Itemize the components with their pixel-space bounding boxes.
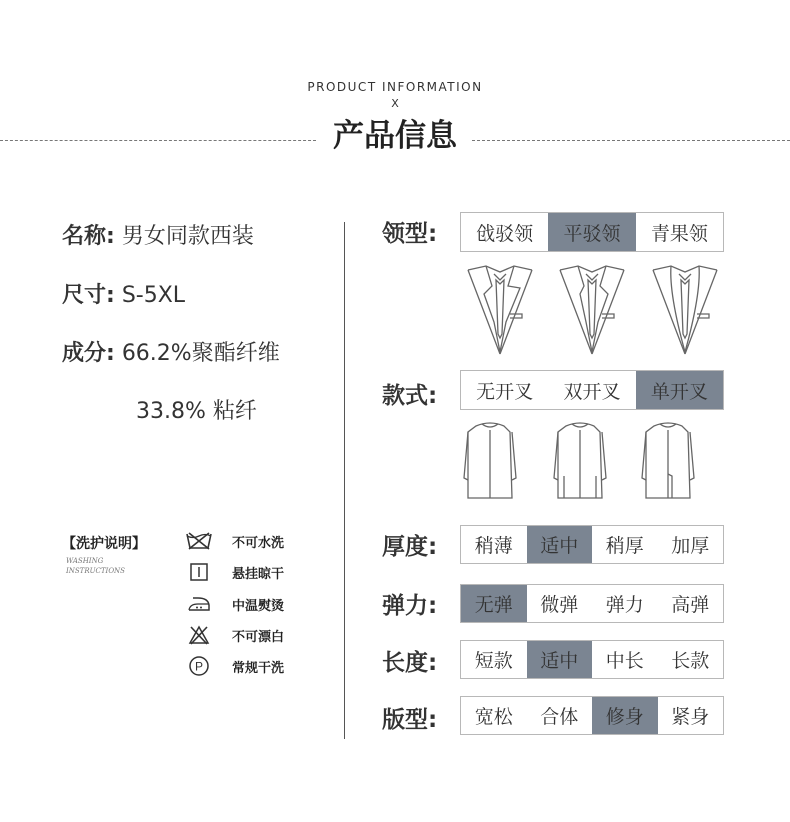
fit-option-slim: 修身 <box>592 697 658 734</box>
elasticity-option-stretch: 弹力 <box>605 594 644 616</box>
no-bleach-icon <box>185 624 213 646</box>
no-water-wash-icon <box>185 530 213 552</box>
svg-text:P: P <box>194 659 204 674</box>
length-option-mid-long: 中长 <box>605 650 644 672</box>
fit-option-regular: 合体 <box>540 706 579 728</box>
length-option-short: 短款 <box>474 650 513 672</box>
washing-title: 【洗护说明】 <box>62 536 146 552</box>
elasticity-label: 弹力: <box>382 593 438 619</box>
single-vent-illustration <box>642 423 694 498</box>
fit-option-loose: 宽松 <box>474 706 513 728</box>
collar-option-notch: 平驳领 <box>548 213 635 251</box>
length-options <box>460 640 724 679</box>
care-item-hang-dry: 悬挂晾干 <box>185 561 284 583</box>
fit-options <box>460 696 724 735</box>
dry-clean-icon <box>185 655 213 677</box>
fit-option-tight: 紧身 <box>671 706 710 728</box>
thickness-option-medium: 适中 <box>527 526 593 563</box>
medium-iron-icon <box>185 593 213 615</box>
vent-option-none: 无开叉 <box>476 380 534 403</box>
length-label: 长度: <box>382 650 438 676</box>
hang-dry-icon <box>185 561 213 583</box>
thickness-label: 厚度: <box>382 534 438 560</box>
elasticity-options <box>460 584 724 623</box>
thickness-options <box>460 525 724 564</box>
length-option-medium: 适中 <box>527 641 593 678</box>
header-divider-right <box>472 140 790 141</box>
peak-lapel-illustration <box>468 266 532 354</box>
header-subtitle-en: PRODUCT INFORMATION <box>307 80 483 94</box>
care-item-medium-iron: 中温熨烫 <box>185 593 284 615</box>
size-label: 尺寸: <box>62 283 115 308</box>
thickness-option-thick: 稍厚 <box>605 535 644 557</box>
vent-label: 款式: <box>382 383 438 409</box>
header-title: 产品信息 <box>333 118 457 154</box>
vent-option-double: 双开叉 <box>563 380 621 403</box>
size-value: S-5XL <box>121 283 186 308</box>
collar-illustrations <box>462 264 726 356</box>
length-option-long: 长款 <box>671 650 710 672</box>
elasticity-option-high: 高弹 <box>671 594 710 616</box>
header-divider-left <box>0 140 316 141</box>
care-item-no-wash: 不可水洗 <box>185 530 284 552</box>
composition-line2: 33.8% 粘纤 <box>136 399 257 424</box>
name-label: 名称: <box>62 224 115 249</box>
size-row <box>62 278 185 309</box>
collar-label: 领型: <box>382 221 438 247</box>
name-value: 男女同款西装 <box>121 224 254 249</box>
column-divider <box>344 222 345 739</box>
fit-label: 版型: <box>382 707 438 733</box>
shawl-lapel-illustration <box>653 266 717 354</box>
vent-option-single: 单开叉 <box>636 371 723 409</box>
collar-options <box>460 212 724 252</box>
care-item-dry-clean: P 常规干洗 <box>185 655 284 677</box>
notch-lapel-illustration <box>560 266 624 354</box>
header-x-mark: X <box>391 97 399 110</box>
no-vent-illustration <box>464 423 516 498</box>
care-item-no-bleach: 不可漂白 <box>185 624 284 646</box>
name-row <box>62 219 254 250</box>
thickness-option-extra-thick: 加厚 <box>671 535 710 557</box>
collar-option-peak: 戗驳领 <box>476 222 534 245</box>
elasticity-option-none: 无弹 <box>461 585 527 622</box>
double-vent-illustration <box>554 423 606 498</box>
washing-subtitle: WASHING INSTRUCTIONS <box>66 557 125 575</box>
composition-label: 成分: <box>62 341 115 366</box>
composition-line1: 66.2%聚酯纤维 <box>121 341 280 366</box>
collar-option-shawl: 青果领 <box>650 222 708 245</box>
vent-illustrations <box>462 418 726 504</box>
thickness-option-thin: 稍薄 <box>474 535 513 557</box>
elasticity-option-slight: 微弹 <box>540 594 579 616</box>
vent-options <box>460 370 724 410</box>
composition-row <box>62 336 280 367</box>
